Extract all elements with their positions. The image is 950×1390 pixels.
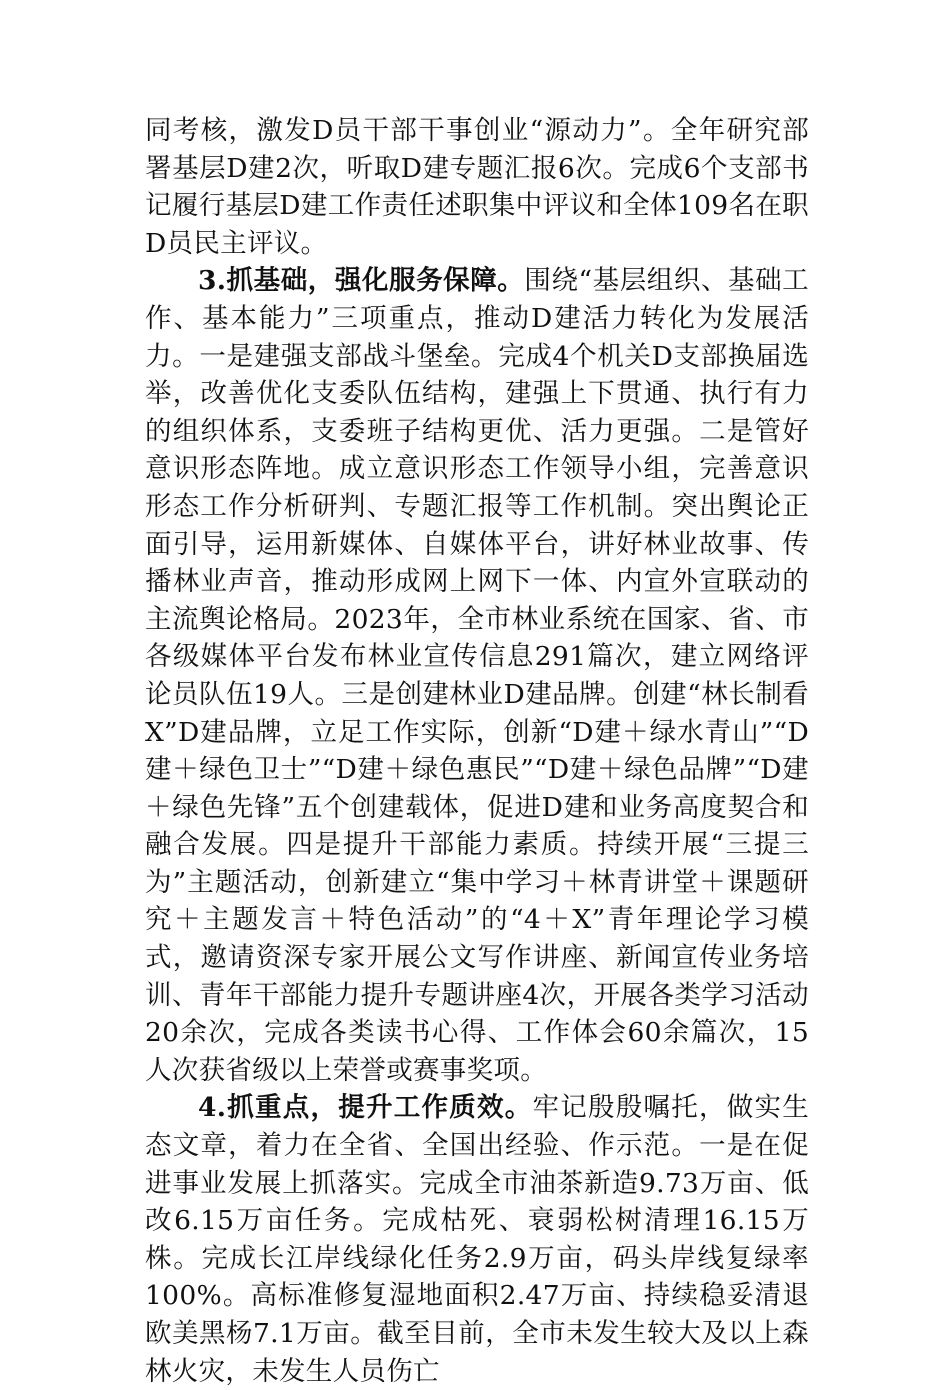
section-heading: 3.抓基础，强化服务保障。 [198, 265, 525, 297]
document-page [145, 112, 809, 1390]
paragraph-body: 同考核，激发D员干部干事创业“源动力”。全年研究部署基层D建2次，听取D建专题汇报6次。完成6个支部书记履行基层D建工作责任述职集中评议和全体109名在职D员民主评议。 [145, 115, 809, 259]
section-heading: 4.抓重点，提升工作质效。 [198, 1092, 533, 1124]
paragraph-continuation [145, 112, 809, 262]
paragraph-body: 围绕“基层组织、基础工作、基本能力”三项重点，推动D建活力转化为发展活力。一是建强支部战斗堡垒。完成4个机关D支部换届选举，改善优化支委队伍结构，建强上下贯通、执行有力的组织体系，支委班子结构更优、活力更强。二是管好意识形态阵地。成立意识形态工作领导小组，完善意识形态工作分析研判、专题汇报等工作机制。突出舆论正面引导，运用新媒体、自媒体平台，讲好林业故事、传播林业声音，推动形成网上网下一体、内宣外宣联动的主流舆论格局。2023年，全市林业系统在国家、省、市各级媒体平台发布林业宣传信息291篇次，建立网络评论员队伍19人。三是创建林业D建品牌。创建“林长制看X”D建品牌，立足工作实际，创新“D建＋绿水青山”“D建＋绿色卫士”“D建＋绿色惠民”“D建＋绿色品牌”“D建＋绿色先锋”五个创建载体，促进D建和业务高度契合和融合发展。四是提升干部能力素质。持续开展“三提三为”主题活动，创新建立“集中学习＋林青讲堂＋课题研究＋主题发言＋特色活动”的“4＋X”青年理论学习模式，邀请资深专家开展公文写作讲座、新闻宣传业务培训、青年干部能力提升专题讲座4次，开展各类学习活动20余次，完成各类读书心得、工作体会60余篇次，15人次获省级以上荣誉或赛事奖项。 [145, 265, 809, 1086]
paragraph-body: 牢记殷殷嘱托，做实生态文章，着力在全省、全国出经验、作示范。一是在促进事业发展上抓落实。完成全市油茶新造9.73万亩、低改6.15万亩任务。完成枯死、衰弱松树清理16.15万株。完成长江岸线绿化任务2.9万亩，码头岸线复绿率100%。高标准修复湿地面积2.47万亩、持续稳妥清退欧美黑杨7.1万亩。截至目前，全市未发生较大及以上森林火灾，未发生人员伤亡 [145, 1092, 809, 1387]
paragraph-section-3 [145, 262, 809, 1089]
paragraph-section-4 [145, 1089, 809, 1390]
